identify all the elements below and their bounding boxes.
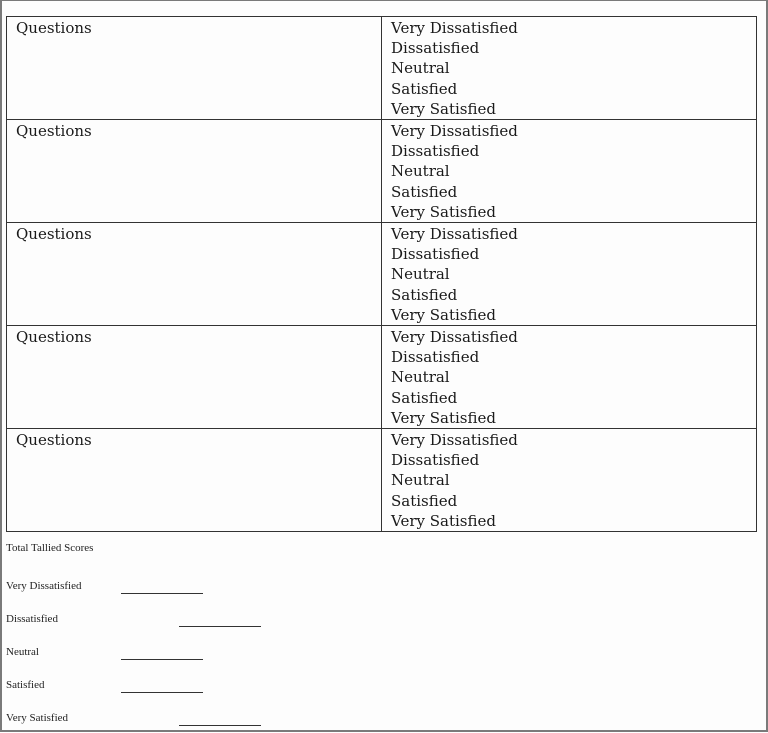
options-cell [382,223,757,326]
table-row [7,326,757,429]
option-very-dissatisfied: Very Dissatisfied [391,431,518,450]
table-row [7,120,757,223]
question-cell: Questions [7,326,382,429]
tally-blank-line[interactable] [179,725,261,726]
option-neutral: Neutral [391,265,450,284]
option-dissatisfied: Dissatisfied [391,348,480,367]
question-cell: Questions [7,223,382,326]
option-very-dissatisfied: Very Dissatisfied [391,328,518,347]
option-dissatisfied: Dissatisfied [391,451,480,470]
option-neutral: Neutral [391,471,450,490]
tally-blank-line[interactable] [179,626,261,627]
option-neutral: Neutral [391,368,450,387]
tally-label: Neutral [6,646,39,658]
options-cell [382,17,757,120]
tally-label: Very Satisfied [6,712,69,724]
question-cell: Questions [7,429,382,532]
table-row [7,429,757,532]
option-very-satisfied: Very Satisfied [391,99,496,118]
option-dissatisfied: Dissatisfied [391,142,480,161]
tally-label: Dissatisfied [6,613,58,625]
option-very-satisfied: Very Satisfied [391,408,496,427]
option-dissatisfied: Dissatisfied [391,245,480,264]
option-satisfied: Satisfied [391,182,458,201]
option-very-dissatisfied: Very Dissatisfied [391,122,518,141]
option-very-dissatisfied: Very Dissatisfied [391,225,518,244]
survey-table [6,16,757,532]
option-very-dissatisfied: Very Dissatisfied [391,19,518,37]
tally-label: Very Dissatisfied [6,580,82,592]
option-dissatisfied: Dissatisfied [391,39,480,58]
option-neutral: Neutral [391,59,450,78]
tally-label: Satisfied [6,679,45,691]
option-satisfied: Satisfied [391,491,458,510]
option-satisfied: Satisfied [391,285,458,304]
option-neutral: Neutral [391,162,450,181]
tally-blank-line[interactable] [121,659,203,660]
table-row [7,223,757,326]
table-row [7,17,757,120]
question-cell: Questions [7,17,382,120]
question-cell: Questions [7,120,382,223]
options-cell [382,429,757,532]
option-satisfied: Satisfied [391,388,458,407]
option-very-satisfied: Very Satisfied [391,511,496,530]
option-satisfied: Satisfied [391,79,458,98]
option-very-satisfied: Very Satisfied [391,202,496,221]
tally-blank-line[interactable] [121,692,203,693]
options-cell [382,120,757,223]
tally-blank-line[interactable] [121,593,203,594]
option-very-satisfied: Very Satisfied [391,305,496,324]
tally-title: Total Tallied Scores [6,542,94,554]
options-cell [382,326,757,429]
